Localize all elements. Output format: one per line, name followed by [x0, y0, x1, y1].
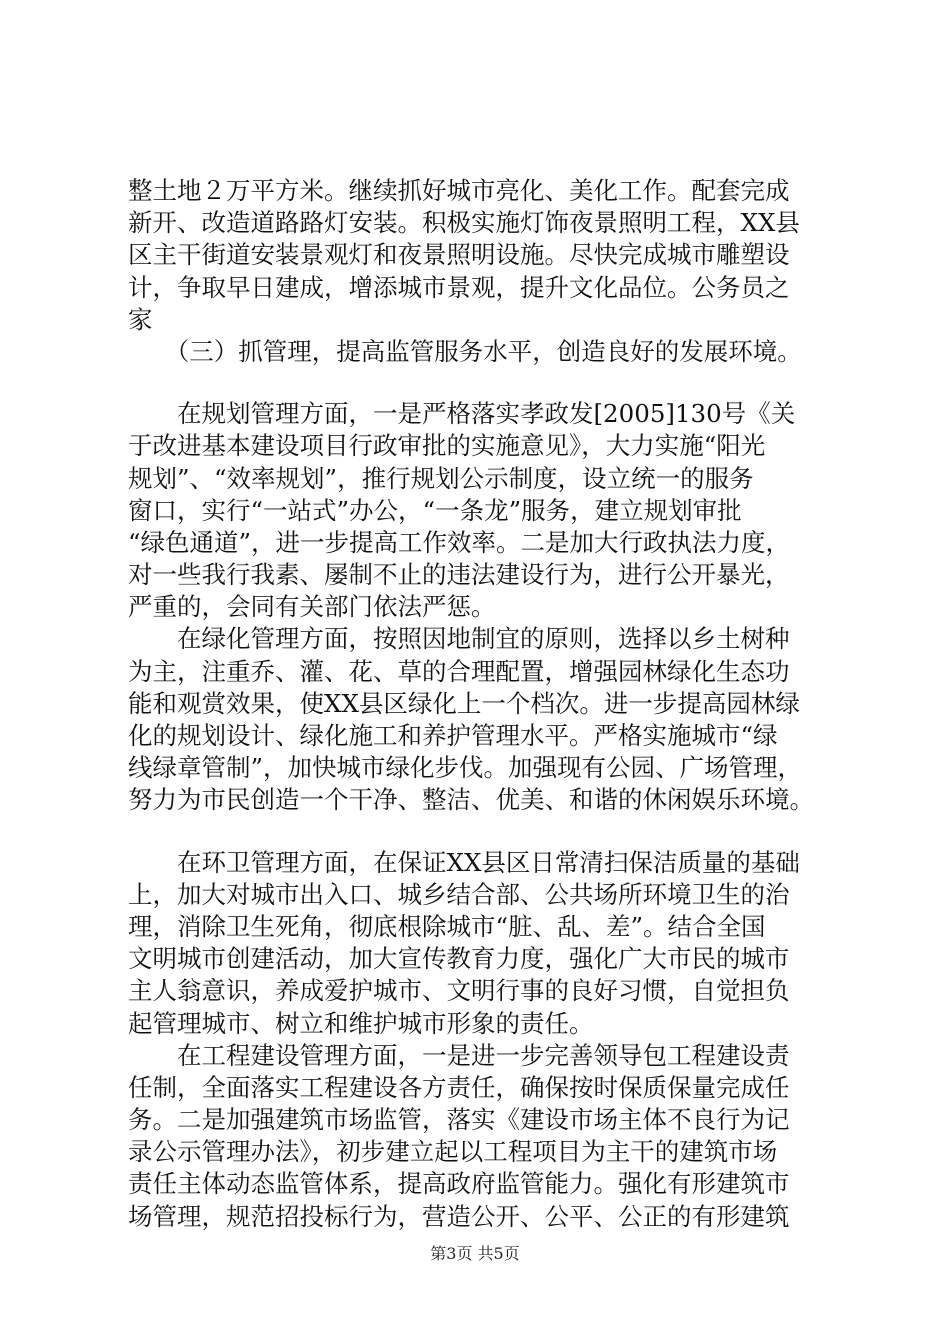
text-line: 文明城市创建活动，加大宣传教育力度，强化广大市民的城市: [128, 944, 790, 974]
text-line: 为主，注重乔、灌、花、草的合理配置，增强园林绿化生态功: [128, 656, 790, 686]
text-line: 化的规划设计、绿化施工和养护管理水平。严格实施城市“绿: [128, 721, 778, 750]
text-line: 窗口，实行“一站式”办公，“一条龙”服务，建立规划审批: [128, 495, 742, 525]
text-line: 线绿章管制”，加快城市绿化步伐。加强现有公园、广场管理，: [128, 753, 803, 783]
text-line: 规划”、“效率规划”，推行规划公示制度，设立统一的服务: [128, 463, 754, 493]
text-line: 主人翁意识，养成爱护城市、文明行事的良好习惯，自觉担负: [128, 976, 790, 1006]
text-line: 能和观赏效果，使XX县区绿化上一个档次。进一步提高园林绿: [128, 688, 800, 718]
text-line: 场管理，规范招投标行为，营造公开、公平、公正的有形建筑: [128, 1201, 790, 1231]
text-line: 新开、改造道路路灯安装。积极实施灯饰夜景照明工程，XX县: [128, 208, 800, 238]
text-line: 严重的，会同有关部门依法严惩。: [128, 592, 496, 622]
text-line: 起管理城市、树立和维护城市形象的责任。: [128, 1008, 594, 1038]
document-body: [128, 175, 838, 1233]
text-line: 务。二是加强建筑市场监管，落实《建设市场主体不良行为记: [128, 1105, 790, 1135]
text-line: 上，加大对城市出入口、城乡结合部、公共场所环境卫生的治: [128, 879, 790, 909]
text-line: 在环卫管理方面，在保证XX县区日常清扫保洁质量的基础: [128, 847, 800, 877]
paragraph-gap: [128, 817, 838, 847]
text-line: 对一些我行我素、屡制不止的违法建设行为，进行公开暴光，: [128, 560, 790, 590]
page-number-footer: 第3页 共5页: [430, 1244, 520, 1263]
text-line: 家: [128, 304, 153, 334]
text-line: “绿色通道”，进一步提高工作效率。二是加大行政执法力度，: [128, 527, 791, 557]
text-line: 任制，全面落实工程建设各方责任，确保按时保质保量完成任: [128, 1072, 790, 1102]
text-line: 理，消除卫生死角，彻底根除城市“脏、乱、差”。结合全国: [128, 911, 766, 941]
paragraph-gap: [128, 368, 838, 398]
text-line: 在绿化管理方面，按照因地制宜的原则，选择以乡土树种: [128, 624, 790, 654]
text-line: 整土地２万平方米。继续抓好城市亮化、美化工作。配套完成: [128, 176, 790, 205]
section-heading: （三）抓管理，提高监管服务水平，创造良好的发展环境。: [128, 336, 802, 366]
text-line: 区主干街道安装景观灯和夜景照明设施。尽快完成城市雕塑设: [128, 240, 790, 270]
text-line: 在规划管理方面，一是严格落实孝政发[2005]130号《关: [128, 399, 796, 429]
text-line: 计，争取早日建成，增添城市景观，提升文化品位。公务员之: [128, 272, 790, 302]
text-line: 责任主体动态监管体系，提高政府监管能力。强化有形建筑市: [128, 1169, 790, 1199]
text-line: 录公示管理办法》，初步建立起以工程项目为主干的建筑市场: [128, 1137, 778, 1167]
text-line: 在工程建设管理方面，一是进一步完善领导包工程建设责: [128, 1040, 790, 1070]
text-line: 努力为市民创造一个干净、整洁、优美、和谐的休闲娱乐环境。: [128, 785, 814, 815]
text-line: 于改进基本建设项目行政审批的实施意见》，大力实施“阳光: [128, 431, 766, 461]
